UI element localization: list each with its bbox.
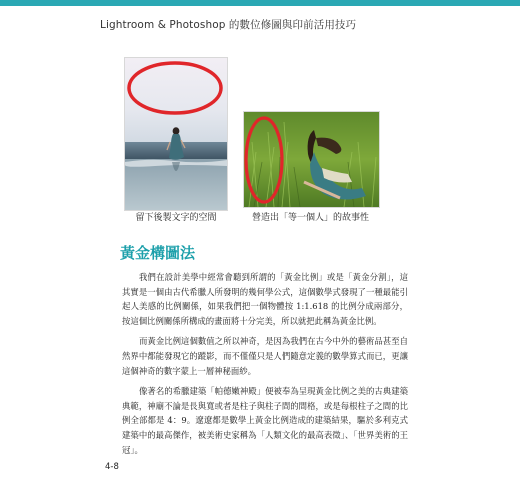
body-text <box>122 270 408 463</box>
running-header: Lightroom & Photoshop 的數位修圖與印前活用技巧 <box>100 19 357 31</box>
section-title: 黃金構圖法 <box>120 244 196 262</box>
figure-caption: 營造出「等一個人」的故事性 <box>251 213 369 223</box>
paragraph: 而黃金比例這個數值之所以神奇，是因為我們在古今中外的藝術品甚至自然界中都能發現它的蹤影，而不僅僅只是人們隨意定義的數學算式而已，更讓這個神奇的數字蒙上一層神秘面紗。 <box>122 336 408 376</box>
paragraph: 像著名的希臘建築「帕德嫩神殿」便被奉為呈現黃金比例之美的古典建築典範，神廟不論是長與寬或者是柱子與柱子間的間格，或是每根柱子之間的比例全部都是 4：9。遼遼都是數學上黃金比例造成的建築結果，驅於多利克式建築中的最高傑作，被美術史家稱為「人類文化的最高表徵」、「世界美術的王冠」。 <box>122 386 408 455</box>
figure-caption: 留下後製文字的空間 <box>135 213 217 223</box>
photo-woman-at-beach-with-red-circle <box>125 58 227 210</box>
photo-woman-in-grass-with-red-circle <box>244 112 379 207</box>
top-accent-bar <box>0 0 520 6</box>
paragraph: 我們在設計美學中經常會聽到所謂的「黃金比例」或是「黃金分割」，這其實是一個由古代希臘人所發明的幾何學公式，這個數學式發現了一種最能引起人美感的比例關係，如果我們把一個物體按 1:1.618 的比例分成兩部分，按這個比例關係所構成的畫面將十分完美，所以就把此稱為黃金比例。 <box>122 272 408 326</box>
figure-grass-photo <box>243 111 380 208</box>
page-number: 4-8 <box>105 462 119 472</box>
figure-beach-photo <box>124 57 228 211</box>
